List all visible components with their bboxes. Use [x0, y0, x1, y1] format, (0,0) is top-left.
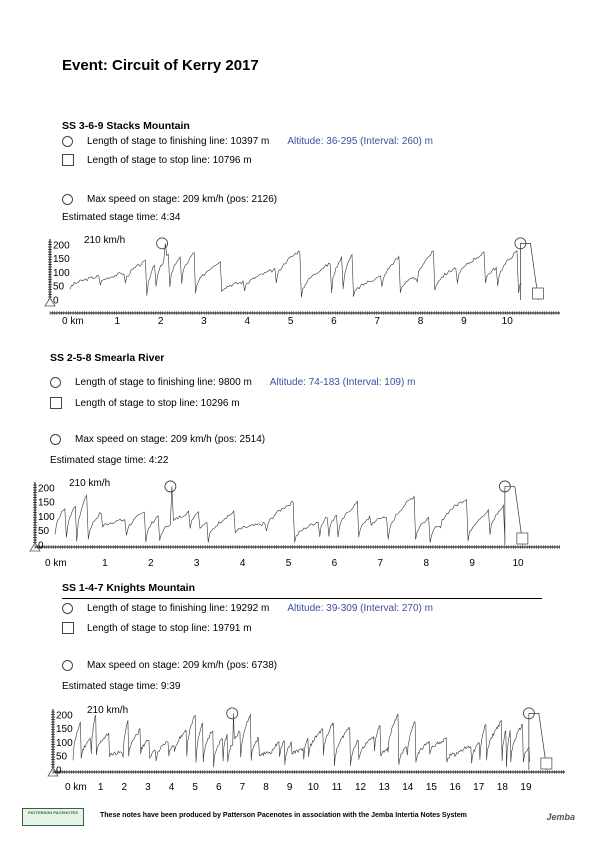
x-tick-label: 15 [425, 782, 438, 793]
x-tick-label: 7 [239, 782, 246, 793]
max-speed-text: Max speed on stage: 209 km/h (pos: 2514) [75, 434, 266, 445]
x-tick-label: 4 [239, 558, 246, 569]
y-tick-label: 0 [53, 295, 59, 307]
jemba-logo: Jemba [546, 812, 575, 822]
x-tick-label: 6 [215, 782, 222, 793]
y-tick-label: 200 [56, 710, 73, 722]
speed-trace [73, 713, 530, 767]
pacenotes-logo [22, 808, 84, 826]
y-tick-label: 200 [53, 240, 70, 252]
y-tick-label: 100 [38, 511, 55, 523]
x-tick-label: 5 [285, 558, 292, 569]
x-tick-label: 1 [97, 782, 104, 793]
x-tick-label: 8 [417, 316, 424, 327]
x-tick-label: 11 [331, 782, 343, 793]
y-tick-label: 200 [38, 483, 55, 495]
x-tick-label: 9 [461, 316, 467, 327]
stage-time-text: Estimated stage time: 4:34 [62, 212, 181, 223]
x-tick-label: 0 km [62, 316, 84, 327]
x-tick-label: 14 [402, 782, 414, 793]
x-tick-label: 18 [496, 782, 508, 793]
altitude-text: Altitude: 36-295 (Interval: 260) m [287, 136, 433, 147]
x-tick-label: 9 [286, 782, 293, 793]
finish-line-text: Length of stage to finishing line: 10397 m [87, 136, 270, 147]
x-tick-label: 0 km [65, 782, 87, 793]
y-tick-label: 50 [53, 281, 65, 293]
x-tick-label: 7 [377, 558, 384, 569]
x-tick-label: 3 [145, 782, 151, 793]
footer-text: These notes have been produced by Patterson Pacenotes in association with the Jemba Intertia Notes System [100, 812, 467, 819]
y-tick-label: 150 [38, 497, 55, 509]
x-tick-label: 6 [331, 316, 337, 327]
x-tick-label: 10 [512, 558, 524, 569]
x-tick-label: 2 [121, 782, 128, 793]
y-tick-label: 150 [53, 254, 70, 266]
x-tick-label: 19 [520, 782, 532, 793]
x-tick-label: 13 [378, 782, 390, 793]
x-tick-label: 1 [102, 558, 108, 569]
x-tick-label: 10 [501, 316, 513, 327]
y-tick-label: 50 [56, 751, 68, 763]
x-tick-label: 17 [473, 782, 485, 793]
x-tick-label: 16 [449, 782, 461, 793]
max-speed-text: Max speed on stage: 209 km/h (pos: 6738) [87, 660, 278, 671]
stop-line-text: Length of stage to stop line: 19791 m [87, 622, 252, 634]
x-tick-label: 9 [469, 558, 475, 569]
speed-label: 210 km/h [84, 235, 126, 246]
y-tick-label: 0 [56, 765, 62, 777]
altitude-text: Altitude: 74-183 (Interval: 109) m [269, 377, 416, 388]
x-tick-label: 1 [114, 316, 121, 327]
stop-line-text: Length of stage to stop line: 10296 m [75, 397, 240, 409]
y-tick-label: 150 [56, 724, 73, 736]
x-tick-label: 12 [354, 782, 367, 793]
x-tick-label: 2 [148, 558, 154, 569]
x-tick-label: 8 [423, 558, 430, 569]
finish-line-text: Length of stage to finishing line: 19292 m [87, 603, 270, 614]
x-tick-label: 4 [168, 782, 175, 793]
speed-label: 210 km/h [69, 478, 111, 489]
max-speed-text: Max speed on stage: 209 km/h (pos: 2126) [87, 194, 278, 205]
x-tick-label: 5 [192, 782, 198, 793]
finish-line-text: Length of stage to finishing line: 9800 m [75, 377, 252, 388]
x-tick-label: 7 [374, 316, 381, 327]
y-tick-label: 100 [53, 267, 70, 279]
logo-text: PATTERSON PACENOTES [28, 810, 78, 815]
x-tick-label: 3 [201, 316, 207, 327]
max-speed-circle-icon [227, 708, 238, 719]
x-tick-label: 10 [307, 782, 319, 793]
x-tick-label: 3 [193, 558, 200, 569]
speed-label: 210 km/h [87, 705, 129, 716]
y-tick-label: 0 [38, 540, 44, 552]
x-tick-label: 8 [263, 782, 269, 793]
stage-time-text: Estimated stage time: 4:22 [50, 455, 169, 466]
stage-time-text: Estimated stage time: 9:39 [62, 681, 181, 692]
x-tick-label: 6 [331, 558, 338, 569]
x-tick-label: 4 [244, 316, 251, 327]
event-title: Event: Circuit of Kerry 2017 [62, 57, 259, 74]
stop-line-text: Length of stage to stop line: 10796 m [87, 154, 252, 166]
x-tick-label: 0 km [45, 558, 67, 569]
y-tick-label: 50 [38, 526, 50, 538]
x-tick-label: 5 [287, 316, 294, 327]
stage-title: SS 2-5-8 Smearla River [50, 352, 165, 364]
stage-title: SS 3-6-9 Stacks Mountain [62, 120, 190, 132]
stage-title: SS 1-4-7 Knights Mountain [62, 582, 196, 594]
stop-square-icon [541, 758, 552, 769]
altitude-text: Altitude: 39-309 (Interval: 270) m [287, 603, 433, 614]
y-tick-label: 100 [56, 737, 73, 749]
x-tick-label: 2 [157, 316, 164, 327]
